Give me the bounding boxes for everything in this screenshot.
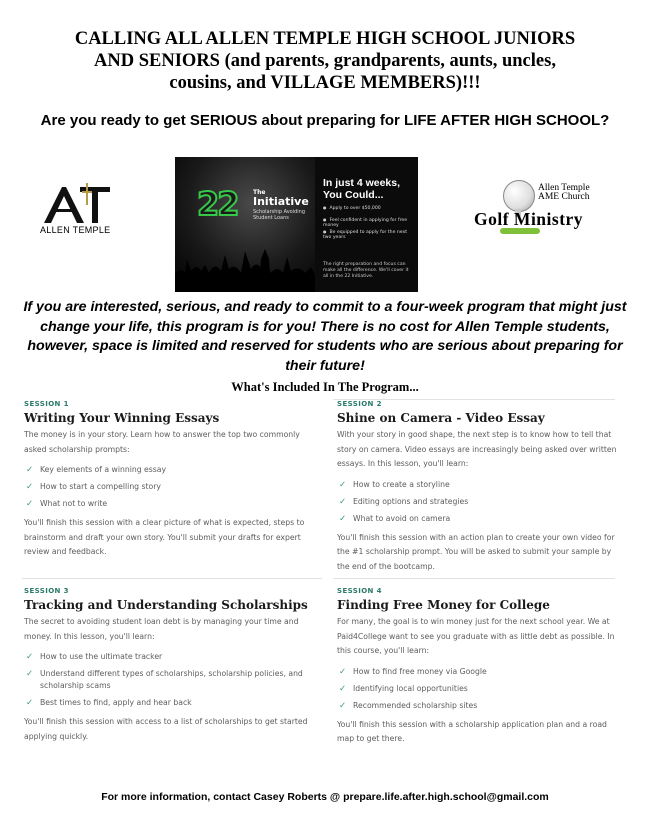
list-item: ✓ What not to write [26,499,108,509]
session-card-1 [24,400,324,560]
session-title: Shine on Camera - Video Essay [337,411,545,425]
promo-number: 22 [197,185,238,223]
checkmark-icon: ✓ [339,479,347,490]
at-monogram-icon [40,183,130,227]
golf-ministry-logo [470,178,620,243]
checkmark-icon: ✓ [339,496,347,507]
divider [22,578,322,579]
divider [333,578,615,579]
session-list [24,464,324,510]
session-description: With your story in good shape, the next step is to know how to tell that story on camera. Video essays are increasingly being asked over written essays. In this lesson, you'll learn: [337,430,617,468]
checkmark-icon: ✓ [339,513,347,524]
headline-line-2: AND SENIORS (and parents, grandparents, aunts, uncles, [94,51,556,71]
session-closing: You'll finish this session with an action plan to create your own video for the #1 scholarship prompt. You will be asked to submit your sample by the end of the bootcamp. [337,532,615,571]
session-label: SESSION 2 [337,400,382,408]
session-description: For many, the goal is to win money just for the next school year. We at Paid4College want to see you graduate with as little debt as possible. In this course, you'll learn: [337,617,615,655]
promo-initiative: Initiative [253,195,309,208]
list-item: ✓ Understand different types of scholarships, scholarship policies, and scholarship scams [26,669,303,690]
checkmark-icon: ✓ [339,683,347,694]
allen-temple-logo [40,183,130,243]
promo-footer: The right preparation and focus can make all the difference. We'll cover it all in the 22 Initiative. [323,262,409,279]
checkmark-icon: ✓ [26,652,34,662]
golf-ball-icon [503,180,535,212]
session-closing: You'll finish this session with access to a list of scholarships to get started applying quickly. [24,717,308,741]
promo-tagline: Scholarship Avoiding Student Loans [253,209,306,221]
initiative-promo-graphic [175,157,418,292]
session-description: The money is in your story. Learn how to answer the top two commonly asked scholarship prompts: [24,430,300,454]
contact-info: For more information, contact Casey Roberts @ prepare.life.after.high.school@gmail.com [101,791,549,803]
list-item: ✓ Best times to find, apply and hear back [26,698,192,708]
session-card-3 [24,587,324,744]
headline [0,28,650,94]
list-item: ✓ What to avoid on camera [339,513,451,524]
session-list [337,666,622,712]
list-item: ✓ Key elements of a winning essay [26,465,167,475]
list-item: ✓ Recommended scholarship sites [339,700,478,711]
session-list [337,479,622,525]
session-label: SESSION 3 [24,587,69,595]
session-title: Tracking and Understanding Scholarships [24,598,308,612]
session-card-4 [337,587,622,747]
session-closing: You'll finish this session with a clear picture of what is expected, steps to brainstorm and draft your own story. You'll submit your drafts for expert review and feedback. [24,518,305,556]
checkmark-icon: ✓ [26,465,34,475]
program-heading: What's Included In The Program... [231,380,419,394]
headline-line-3: cousins, and VILLAGE MEMBERS)!!! [169,73,481,93]
crowd-silhouette-icon [175,245,315,292]
list-item: ✓ How to start a compelling story [26,482,161,492]
list-item: ✓ How to find free money via Google [339,666,487,677]
session-card-2 [337,400,622,574]
allen-temple-caption: ALLEN TEMPLE [40,225,111,235]
session-title: Finding Free Money for College [337,598,550,612]
checkmark-icon: ✓ [26,698,34,708]
promo-bullet: ● Feel confident in applying for free money [323,217,415,228]
session-list [24,651,324,709]
session-description: The secret to avoiding student loan debt is by managing your time and money. In this lesson, you'll learn: [24,617,299,641]
list-item: ✓ Editing options and strategies [339,496,469,507]
checkmark-icon: ✓ [26,669,34,679]
golf-ministry-wordmark: Golf Ministry [474,209,584,229]
church-name-line-2: AME Church [538,192,590,202]
checkmark-icon: ✓ [339,666,347,677]
subheading: Are you ready to get SERIOUS about preparing for LIFE AFTER HIGH SCHOOL? [40,112,610,129]
list-item: ✓ How to create a storyline [339,479,450,490]
promo-title: In just 4 weeks, You Could... [323,177,401,201]
headline-line-1: CALLING ALL ALLEN TEMPLE HIGH SCHOOL JUNIORS [74,29,576,49]
checkmark-icon: ✓ [26,499,34,509]
list-item: ✓ How to use the ultimate tracker [26,652,163,662]
session-label: SESSION 4 [337,587,382,595]
session-title: Writing Your Winning Essays [24,411,220,425]
session-closing: You'll finish this session with a scholarship application plan and a road map to get there. [337,719,607,743]
promo-the: The [253,189,266,196]
promo-bullet: ● Be equipped to apply for the next two years [323,229,415,240]
checkmark-icon: ✓ [26,482,34,492]
church-name-line-1: Allen Temple [538,183,590,193]
session-label: SESSION 1 [24,400,69,408]
list-item: ✓ Identifying local opportunities [339,683,468,694]
checkmark-icon: ✓ [339,700,347,711]
intro-paragraph: If you are interested, serious, and ready to commit to a four-week program that might just change your life, this program is for you! There is no cost for Allen Temple students, however, space is limited and reserved for students who are serious about preparing for their future! [23,299,627,374]
promo-bullet: ● Apply to over $50,000 [323,205,415,211]
